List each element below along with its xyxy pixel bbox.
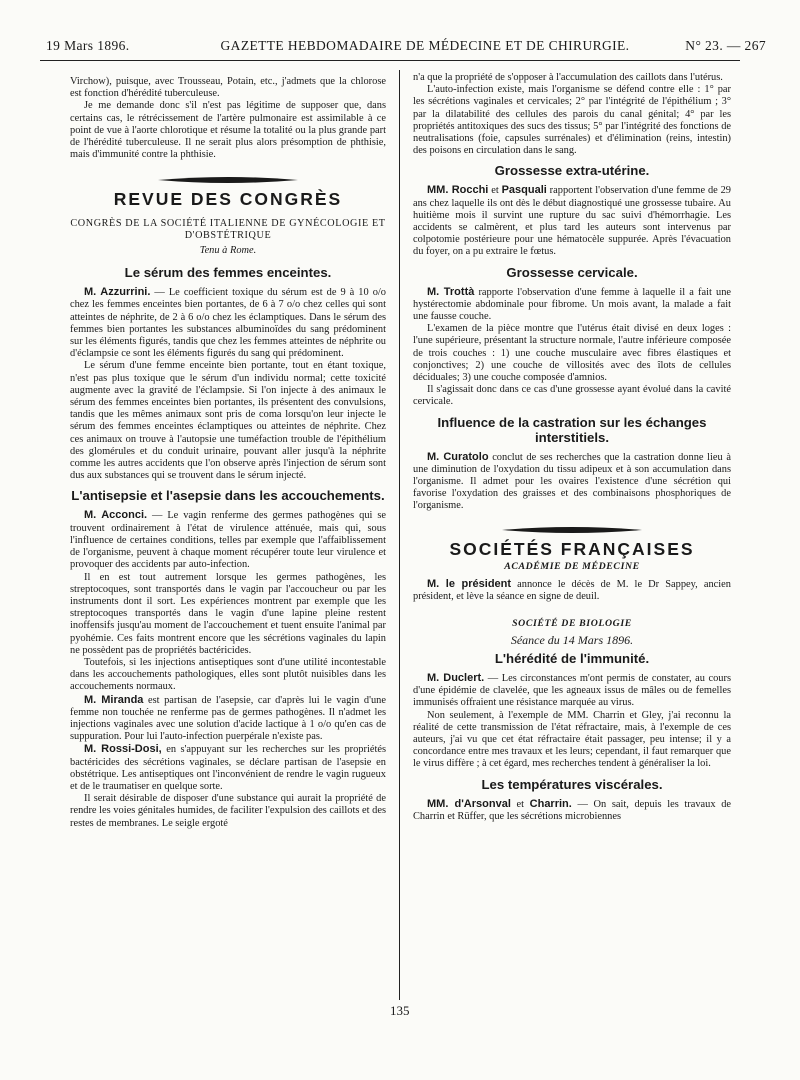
author-name: M. Duclert. — [427, 671, 485, 684]
section-title-societes-francaises: SOCIÉTÉS FRANÇAISES — [449, 538, 695, 559]
author-name: M. Curatolo — [427, 450, 489, 463]
page-number: 135 — [390, 1003, 410, 1018]
author-name: M. Rossi-Dosi, — [84, 743, 162, 756]
author-name: MM. d'Arsonval — [427, 797, 511, 810]
paragraph: Le sérum d'une femme enceinte bien portante, tout en étant toxique, n'est pas plus toxique que le sérum d'un individu normal; cette toxicité augmente avec la gravité de l'éclampsie. Si l'on injecte à des animaux le sérum des femmes enceintes bien portantes, ils présentent des convulsions, tandis que les mêmes animaux sont pris de coma lorsqu'on leur injecte le sérum des femmes enceintes éclamptiques ou atteintes de néphrite. Chez ces animaux on trouve à l'autopsie une tuméfaction trouble de l'épithélium des glomérules et du conduit urinaire, pouvant aller jusqu'à la néphrite comme les autres accidents que l'on observe après l'injection de sérum sont dus aux substances qui se trouvent dans le sérum injecté. — [70, 360, 386, 482]
heading-castration-echanges: Influence de la castration sur les échanges interstitiels. — [437, 414, 707, 445]
left-column — [70, 76, 386, 830]
header-rule — [40, 60, 740, 61]
paragraph: L'auto-infection existe, mais l'organisme se défend contre elle : 1° par les sécrétions vaginales et cervicales; 2° par l'intégrité de l'épithélium ; 3° par la dilatabilité des cellules des parois du canal génital; 4° par les propriétés antitoxiques des sucs des tissus; 5° par l'intégrité des fonctions de neutralisations (foie, capsules surrénales) et d'élimination (reins, intestin) des poisons en circulation dans le sang. — [413, 84, 731, 157]
section-title-revue-des-congres: REVUE DES CONGRÈS — [113, 189, 343, 210]
author-name: M. Azzurrini. — [84, 286, 151, 299]
paragraph-text: annonce le décès de M. le Dr Sappey, ancien président, et lève la séance en signe de deuil. — [413, 579, 731, 603]
paragraph-text: — Le coefficient toxique du sérum est de 9 à 10 o/o chez les femmes enceintes bien portantes, de 6 à 7 o/o chez celles qui sont atteintes de néphrite, de 2 à 6 o/o chez les éclamptiques. Dans le sérum des femmes bien portantes les substances albuminoïdes du sang prédominent sur les éléments figurés, tandis que chez les femmes atteintes de néphrite ou d'éclampsie ce sont les éléments figurés du sang qui prédominent. — [70, 287, 386, 360]
author-name: M. Trottà — [427, 285, 475, 298]
section-ornament — [502, 525, 642, 535]
header-journal-title: GAZETTE HEBDOMADAIRE DE MÉDECINE ET DE CHIRURGIE. — [220, 38, 630, 53]
paragraph-text: — On sait, depuis les travaux de Charrin et Rüffer, que les sécrétions microbiennes — [413, 798, 731, 822]
heading-antisepsie-asepsie: L'antisepsie et l'asepsie dans les accouchements. — [71, 488, 385, 504]
running-header — [40, 38, 766, 60]
heading-heredite-immunite: L'hérédité de l'immunité. — [494, 650, 650, 666]
paragraph: L'examen de la pièce montre que l'utérus était divisé en deux loges : l'une supérieure, présentant la structure normale, l'autre inférieure composée de trois couches : 1) une couche musculaire avec fibres élastiques et conjonctives; 2) une couche de villosités avec des îlots de cellules déciduales; 3) une couche composée d'amnios. — [413, 323, 731, 384]
paragraph-text: rapportent l'observation d'une femme de 29 ans chez laquelle ils ont dès le début diagnostiqué une grossesse tubaire. Au huitième mois il survint une rupture du sac suivi d'hémorrhagie. Les accidents se calmèrent, et plus tard les auteurs sont intervenus par colpotomie postérieure pour une hématocèle suppurée. Après l'évacuation du foyer, on a pu extraire le fœtus. — [413, 185, 731, 258]
right-column — [413, 72, 731, 823]
paragraph: Il serait désirable de disposer d'une substance qui aurait la propriété de rendre les voies génitales humides, de faciliter l'expulsion des caillots et des restes de membranes. Le seigle ergoté — [70, 793, 386, 829]
congress-venue: Tenu à Rome. — [199, 245, 257, 257]
header-date: 19 Mars 1896. — [46, 38, 130, 53]
heading-grossesse-cervicale: Grossesse cervicale. — [506, 264, 638, 280]
heading-temperatures-viscerales: Les températures viscérales. — [481, 776, 663, 792]
seance-date: Séance du 14 Mars 1896. — [510, 632, 634, 647]
paragraph-text: — Les circonstances m'ont permis de constater, au cours d'une épidémie de clavelée, que les agneaux issus de mâles ou de femelles immunisés offraient une résistance marquée au virus. — [413, 672, 731, 709]
author-name: M. le président — [427, 578, 512, 591]
paragraph: Non seulement, à l'exemple de MM. Charrin et Gley, j'ai reconnu la réalité de cette transmission de l'état réfractaire, mais, à l'exemple de ces auteurs, j'ai vu que cet état réfractaire était passager, peu intense; il y a concordance entre mes travaux et les leurs; cependant, il faut remarquer que le virus diffère ; à cet égard, mes recherches tendent à généraliser la loi. — [413, 709, 731, 770]
subsection-academie: ACADÉMIE DE MÉDECINE — [504, 560, 640, 572]
paragraph-text: rapporte l'observation d'une femme à laquelle il a fait une hystérectomie abdominale pour fibrome. Un mois avant, la malade a fait une fausse couche. — [413, 286, 731, 323]
paragraph-text: est partisan de l'asepsie, car d'après lui le vagin d'une femme non touchée ne renferme pas de germes pathogènes. Il n'admet les injections vaginales avec une solution d'acide lactique à 1 o/o qu'en cas de suppuration. Pour lui l'auto-infection puerpérale n'existe pas. — [70, 694, 386, 743]
paragraph: Toutefois, si les injections antiseptiques sont d'une utilité incontestable dans les accouchements pathologiques, elles sont plutôt nuisibles dans les accouchements normaux. — [70, 656, 386, 693]
conjunction: et — [488, 185, 502, 197]
heading-serum-femmes-enceintes: Le sérum des femmes enceintes. — [124, 265, 332, 281]
paragraph-text: — Le vagin renferme des germes pathogènes qui se trouvent ordinairement à l'état de virulence atténuée, mais qui, sous l'influence de certaines conditions, telles par exemple que l'affaiblissement de l'organisme, peuvent à chaque moment récupérer toute leur virulence et provoquer des accidents par auto-infection. — [70, 510, 386, 571]
paragraph: Il s'agissait donc dans ce cas d'une grossesse ayant évolué dans la cavité cervicale. — [413, 384, 731, 408]
author-name: Charrin. — [529, 797, 572, 810]
author-name: Pasquali — [501, 184, 547, 197]
paragraph: n'a que la propriété de s'opposer à l'accumulation des caillots dans l'utérus. — [413, 72, 723, 83]
header-issue-page: N° 23. — 267 — [685, 38, 766, 53]
author-name: MM. Rocchi — [427, 184, 489, 197]
subsection-societe-biologie: SOCIÉTÉ DE BIOLOGIE — [512, 617, 632, 629]
paragraph-text: conclut de ses recherches que la castration donne lieu à une diminution de l'oxydation du tissu adipeux et à son accumulation dans l'organisme. Il admet pour les ovaires l'existence d'une sécrétion qui favorise l'oxydation des graisses et des combinaisons phosphoriques de l'organisme. — [413, 451, 731, 512]
congress-title: CONGRÈS DE LA SOCIÉTÉ ITALIENNE DE GYNÉCOLOGIE ET D'OBSTÉTRIQUE — [70, 217, 386, 241]
author-name: M. Miranda — [84, 693, 144, 706]
paragraph: Je me demande donc s'il n'est pas légitime de supposer que, dans certains cas, le rétrécissement de l'artère pulmonaire est assimilable à ce point de vue à l'aorte chlorotique et résume la totalité ou la plus grande part de l'hérédité tuberculeuse. Il ne serait plus alors présomption de phthisie, mais d'immunité contre la phthisie. — [70, 100, 386, 161]
paragraph: Il en est tout autrement lorsque les germes pathogènes, les streptocoques, sont transportés dans le vagin par l'accoucheur ou par les instruments dont il sort. Les expériences montrent par exemple que les streptocoques transportés dans le vagin d'une lapine pleine restent inoffensifs jusqu'au moment de l'accouchement et tuent ensuite l'animal par pyohémie. Ces faits montrent encore que les sécrétions vaginales du lapin ne possèdent pas de propriétés bactéricides. — [70, 571, 386, 656]
paragraph: Virchow), puisque, avec Trousseau, Potain, etc., j'admets que la chlorose est fonction d'hérédité tuberculeuse. — [70, 76, 386, 100]
paragraph-text: en s'appuyant sur les recherches sur les propriétés bactéricides des sécrétions vaginales, se déclare partisan de l'asepsie en obstétrique. Les antiseptiques ont l'inconvénient de rendre le vagin rugueux et de le traumatiser en quelque sorte. — [70, 744, 386, 792]
conjunction: et — [510, 798, 530, 810]
author-name: M. Acconci. — [84, 509, 148, 522]
heading-grossesse-extra-uterine: Grossesse extra-utérine. — [494, 163, 650, 179]
section-ornament — [158, 175, 298, 185]
column-divider — [399, 70, 400, 1000]
